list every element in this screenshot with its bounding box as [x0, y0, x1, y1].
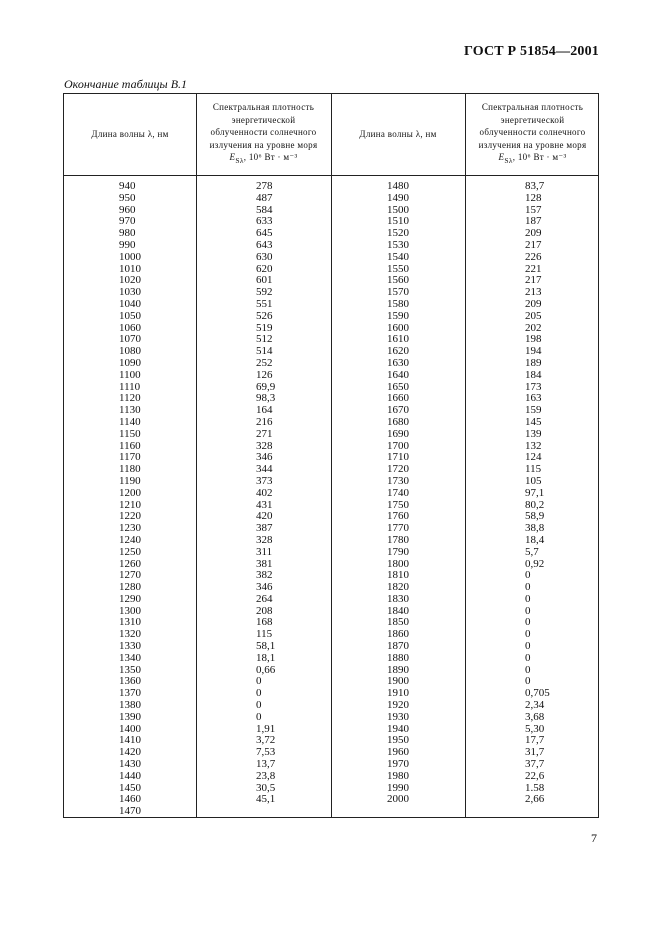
irradiance-cell: 514	[256, 345, 273, 358]
irradiance-cell: 139	[525, 427, 542, 440]
col2-header-line: облученности солнечного	[210, 127, 317, 138]
spectral-table	[63, 93, 599, 818]
irradiance-cell: 0	[525, 569, 531, 582]
irradiance-cell: 45,1	[256, 793, 276, 806]
wavelength-cell: 980	[119, 227, 136, 240]
irradiance-cell: 38,8	[525, 522, 545, 535]
wavelength-cell: 1110	[119, 380, 141, 393]
wavelength-cell: 1590	[387, 309, 409, 322]
wavelength-cell: 1850	[387, 616, 409, 629]
wavelength-cell: 1570	[387, 286, 409, 299]
irradiance-cell: 328	[256, 439, 273, 452]
wavelength-cell: 1860	[387, 628, 409, 641]
wavelength-cell: 1900	[387, 675, 409, 688]
wavelength-cell: 1880	[387, 651, 409, 664]
wavelength-cell: 1980	[387, 769, 409, 782]
wavelength-cell: 1960	[387, 746, 409, 759]
wavelength-cell: 1620	[387, 345, 409, 358]
irradiance-cell: 584	[256, 203, 273, 216]
irradiance-cell: 115	[525, 463, 542, 476]
irradiance-cell: 128	[525, 191, 542, 204]
irradiance-cell: 601	[256, 274, 273, 287]
col4-header-subscript: Sλ	[504, 156, 513, 166]
irradiance-cell: 209	[525, 227, 542, 240]
irradiance-cell: 643	[256, 238, 273, 251]
irradiance-cell: 344	[256, 463, 273, 476]
wavelength-cell: 1340	[119, 651, 141, 664]
wavelength-cell: 1480	[387, 180, 409, 192]
wavelength-cell: 1430	[119, 758, 141, 771]
wavelength-cell: 990	[119, 238, 136, 251]
col4-header-line: облученности солнечного	[479, 127, 586, 138]
irradiance-cell: 373	[256, 474, 273, 487]
wavelength-cell: 1760	[387, 510, 409, 523]
irradiance-cell: 2,34	[525, 699, 545, 712]
wavelength-cell: 1600	[387, 321, 409, 334]
wavelength-cell: 1630	[387, 356, 409, 369]
irradiance-cell: 30,5	[256, 781, 276, 794]
column-divider	[465, 94, 466, 817]
wavelength-cell: 1170	[119, 451, 141, 464]
irradiance-cell: 205	[525, 309, 542, 322]
col4-header-symbol: E	[498, 152, 505, 163]
col3-header	[331, 94, 465, 175]
irradiance-cell: 58,1	[256, 640, 276, 653]
irradiance-cell: 221	[525, 262, 542, 275]
irradiance-cell: 431	[256, 498, 273, 511]
wavelength-cell: 1580	[387, 297, 409, 310]
irradiance-cell: 37,7	[525, 758, 545, 771]
irradiance-cell: 31,7	[525, 746, 545, 759]
irradiance-cell: 3,68	[525, 710, 545, 723]
irradiance-cell: 0	[525, 675, 531, 688]
irradiance-cell: 0	[525, 604, 531, 617]
wavelength-cell: 1740	[387, 486, 409, 499]
wavelength-cell: 1400	[119, 722, 141, 735]
left-wavelength-column	[119, 181, 141, 818]
irradiance-cell: 157	[525, 203, 542, 216]
wavelength-cell: 1610	[387, 333, 409, 346]
wavelength-cell: 1770	[387, 522, 409, 535]
irradiance-cell: 3,72	[256, 734, 276, 747]
irradiance-cell: 22,6	[525, 769, 545, 782]
wavelength-cell: 1950	[387, 734, 409, 747]
wavelength-cell: 1220	[119, 510, 141, 523]
wavelength-cell: 1180	[119, 463, 141, 476]
wavelength-cell: 1810	[387, 569, 409, 582]
wavelength-cell: 1560	[387, 274, 409, 287]
wavelength-cell: 1790	[387, 545, 409, 558]
col1-header	[64, 94, 196, 175]
irradiance-cell: 98,3	[256, 392, 276, 405]
wavelength-cell: 1330	[119, 640, 141, 653]
wavelength-cell: 1780	[387, 533, 409, 546]
irradiance-cell: 278	[256, 180, 273, 192]
irradiance-cell: 0	[525, 628, 531, 641]
irradiance-cell: 209	[525, 297, 542, 310]
irradiance-cell: 2,66	[525, 793, 545, 806]
wavelength-cell: 1990	[387, 781, 409, 794]
irradiance-cell: 202	[525, 321, 542, 334]
wavelength-cell: 1520	[387, 227, 409, 240]
irradiance-cell: 5,7	[525, 545, 539, 558]
wavelength-cell: 1970	[387, 758, 409, 771]
wavelength-cell: 1020	[119, 274, 141, 287]
wavelength-cell: 1280	[119, 581, 141, 594]
irradiance-cell: 1,91	[256, 722, 276, 735]
wavelength-cell: 1380	[119, 699, 141, 712]
wavelength-cell: 1100	[119, 368, 141, 381]
irradiance-cell: 346	[256, 451, 273, 464]
col1-header-text: Длина волны λ, нм	[91, 129, 169, 140]
irradiance-cell: 252	[256, 356, 273, 369]
wavelength-cell: 1070	[119, 333, 141, 346]
irradiance-cell: 69,9	[256, 380, 276, 393]
irradiance-cell: 226	[525, 250, 542, 263]
wavelength-cell: 1660	[387, 392, 409, 405]
wavelength-cell: 1750	[387, 498, 409, 511]
col2-header-line: излучения на уровне моря	[209, 139, 318, 150]
wavelength-cell: 970	[119, 215, 136, 228]
irradiance-cell: 0	[256, 675, 262, 688]
wavelength-cell: 1710	[387, 451, 409, 464]
col2-header-symbol: E	[229, 152, 236, 163]
irradiance-cell: 58,9	[525, 510, 545, 523]
wavelength-cell: 1530	[387, 238, 409, 251]
wavelength-cell: 1010	[119, 262, 141, 275]
irradiance-cell: 18,1	[256, 651, 276, 664]
irradiance-cell: 198	[525, 333, 542, 346]
wavelength-cell: 1200	[119, 486, 141, 499]
irradiance-cell: 526	[256, 309, 273, 322]
col4-header	[465, 94, 600, 175]
wavelength-cell: 1640	[387, 368, 409, 381]
wavelength-cell: 1830	[387, 592, 409, 605]
standard-code: ГОСТ Р 51854—2001	[463, 44, 599, 59]
wavelength-cell: 1650	[387, 380, 409, 393]
irradiance-cell: 271	[256, 427, 273, 440]
col3-header-text: Длина волны λ, нм	[359, 129, 437, 140]
irradiance-cell: 189	[525, 356, 542, 369]
column-divider	[331, 94, 332, 817]
irradiance-cell: 311	[256, 545, 273, 558]
wavelength-cell: 1700	[387, 439, 409, 452]
irradiance-cell: 328	[256, 533, 273, 546]
wavelength-cell: 1930	[387, 710, 409, 723]
wavelength-cell: 1420	[119, 746, 141, 759]
irradiance-cell: 402	[256, 486, 273, 499]
wavelength-cell: 1490	[387, 191, 409, 204]
wavelength-cell: 1820	[387, 581, 409, 594]
irradiance-cell: 645	[256, 227, 273, 240]
irradiance-cell: 115	[256, 628, 273, 641]
irradiance-cell: 126	[256, 368, 273, 381]
wavelength-cell: 1800	[387, 557, 409, 570]
wavelength-cell: 1150	[119, 427, 141, 440]
irradiance-cell: 217	[525, 238, 542, 251]
right-value-column	[525, 181, 550, 806]
wavelength-cell: 1870	[387, 640, 409, 653]
irradiance-cell: 7,53	[256, 746, 276, 759]
irradiance-cell: 592	[256, 286, 273, 299]
wavelength-cell: 950	[119, 191, 136, 204]
wavelength-cell: 1370	[119, 687, 141, 700]
wavelength-cell: 1260	[119, 557, 141, 570]
wavelength-cell: 1250	[119, 545, 141, 558]
wavelength-cell: 1190	[119, 474, 141, 487]
irradiance-cell: 0	[256, 687, 262, 700]
irradiance-cell: 1.58	[525, 781, 545, 794]
irradiance-cell: 105	[525, 474, 542, 487]
irradiance-cell: 217	[525, 274, 542, 287]
column-divider	[196, 94, 197, 817]
irradiance-cell: 0,705	[525, 687, 550, 700]
wavelength-cell: 1320	[119, 628, 141, 641]
irradiance-cell: 519	[256, 321, 273, 334]
wavelength-cell: 1000	[119, 250, 141, 263]
irradiance-cell: 187	[525, 215, 542, 228]
col4-header-line: энергетической	[500, 114, 565, 125]
irradiance-cell: 80,2	[525, 498, 545, 511]
irradiance-cell: 0	[525, 640, 531, 653]
wavelength-cell: 1690	[387, 427, 409, 440]
wavelength-cell: 1470	[119, 805, 141, 818]
irradiance-cell: 83,7	[525, 180, 545, 192]
irradiance-cell: 487	[256, 191, 273, 204]
wavelength-cell: 1410	[119, 734, 141, 747]
col4-header-line: Спектральная плотность	[481, 102, 584, 113]
col2-header	[196, 94, 331, 175]
irradiance-cell: 0	[525, 592, 531, 605]
wavelength-cell: 1140	[119, 415, 141, 428]
irradiance-cell: 97,1	[525, 486, 545, 499]
irradiance-cell: 23,8	[256, 769, 276, 782]
col4-header-line: излучения на уровне моря	[478, 139, 587, 150]
wavelength-cell: 1440	[119, 769, 141, 782]
wavelength-cell: 1290	[119, 592, 141, 605]
col2-header-line: Спектральная плотность	[212, 102, 315, 113]
irradiance-cell: 0,92	[525, 557, 545, 570]
wavelength-cell: 1350	[119, 663, 141, 676]
irradiance-cell: 145	[525, 415, 542, 428]
col4-header-units: , 10⁶ Вт · м⁻³	[512, 152, 567, 163]
col2-header-units-line	[210, 151, 318, 167]
irradiance-cell: 216	[256, 415, 273, 428]
wavelength-cell: 1090	[119, 356, 141, 369]
wavelength-cell: 1940	[387, 722, 409, 735]
right-wavelength-column	[387, 181, 409, 806]
wavelength-cell: 1300	[119, 604, 141, 617]
wavelength-cell: 1510	[387, 215, 409, 228]
irradiance-cell	[256, 806, 275, 818]
wavelength-cell: 1680	[387, 415, 409, 428]
irradiance-cell: 420	[256, 510, 273, 523]
irradiance-cell: 381	[256, 557, 273, 570]
wavelength-cell: 1310	[119, 616, 141, 629]
irradiance-cell: 630	[256, 250, 273, 263]
irradiance-cell: 387	[256, 522, 273, 535]
irradiance-cell: 0	[525, 581, 531, 594]
irradiance-cell: 208	[256, 604, 273, 617]
irradiance-cell: 0,66	[256, 663, 276, 676]
wavelength-cell: 1030	[119, 286, 141, 299]
wavelength-cell: 1550	[387, 262, 409, 275]
wavelength-cell: 1050	[119, 309, 141, 322]
page-number: 7	[591, 831, 597, 845]
irradiance-cell: 382	[256, 569, 273, 582]
irradiance-cell: 13,7	[256, 758, 276, 771]
col2-header-subscript: Sλ	[235, 156, 244, 166]
irradiance-cell: 0	[525, 651, 531, 664]
irradiance-cell: 194	[525, 345, 542, 358]
wavelength-cell: 1060	[119, 321, 141, 334]
wavelength-cell: 2000	[387, 793, 409, 806]
table-caption: Окончание таблицы В.1	[64, 77, 188, 91]
wavelength-cell: 1540	[387, 250, 409, 263]
irradiance-cell: 0	[525, 616, 531, 629]
irradiance-cell: 159	[525, 404, 542, 417]
irradiance-cell: 551	[256, 297, 273, 310]
irradiance-cell: 213	[525, 286, 542, 299]
wavelength-cell: 1210	[119, 498, 141, 511]
irradiance-cell: 0	[256, 699, 262, 712]
wavelength-cell: 1390	[119, 710, 141, 723]
wavelength-cell: 1130	[119, 404, 141, 417]
irradiance-cell: 132	[525, 439, 542, 452]
irradiance-cell: 512	[256, 333, 273, 346]
irradiance-cell: 0	[525, 663, 531, 676]
col2-header-line: энергетической	[231, 114, 296, 125]
irradiance-cell: 346	[256, 581, 273, 594]
wavelength-cell: 1120	[119, 392, 141, 405]
col4-header-units-line	[479, 151, 587, 167]
wavelength-cell: 1360	[119, 675, 141, 688]
wavelength-cell: 940	[119, 180, 136, 192]
irradiance-cell: 17,7	[525, 734, 545, 747]
wavelength-cell: 960	[119, 203, 136, 216]
irradiance-cell: 18,4	[525, 533, 545, 546]
wavelength-cell: 1460	[119, 793, 141, 806]
irradiance-cell: 163	[525, 392, 542, 405]
wavelength-cell: 1910	[387, 687, 409, 700]
wavelength-cell: 1160	[119, 439, 141, 452]
header-divider	[64, 175, 598, 176]
irradiance-cell: 264	[256, 592, 273, 605]
wavelength-cell: 1720	[387, 463, 409, 476]
wavelength-cell: 1080	[119, 345, 141, 358]
irradiance-cell: 124	[525, 451, 542, 464]
irradiance-cell: 164	[256, 404, 273, 417]
irradiance-cell: 168	[256, 616, 273, 629]
irradiance-cell: 633	[256, 215, 273, 228]
col2-header-units: , 10⁶ Вт · м⁻³	[243, 152, 298, 163]
wavelength-cell: 1890	[387, 663, 409, 676]
wavelength-cell: 1670	[387, 404, 409, 417]
wavelength-cell: 1270	[119, 569, 141, 582]
wavelength-cell: 1450	[119, 781, 141, 794]
left-value-column	[256, 181, 275, 818]
irradiance-cell: 184	[525, 368, 542, 381]
wavelength-cell: 1840	[387, 604, 409, 617]
irradiance-cell: 173	[525, 380, 542, 393]
wavelength-cell: 1500	[387, 203, 409, 216]
wavelength-cell: 1730	[387, 474, 409, 487]
wavelength-cell: 1920	[387, 699, 409, 712]
wavelength-cell: 1240	[119, 533, 141, 546]
wavelength-cell: 1040	[119, 297, 141, 310]
irradiance-cell: 5,30	[525, 722, 545, 735]
wavelength-cell: 1230	[119, 522, 141, 535]
irradiance-cell: 620	[256, 262, 273, 275]
irradiance-cell: 0	[256, 710, 262, 723]
